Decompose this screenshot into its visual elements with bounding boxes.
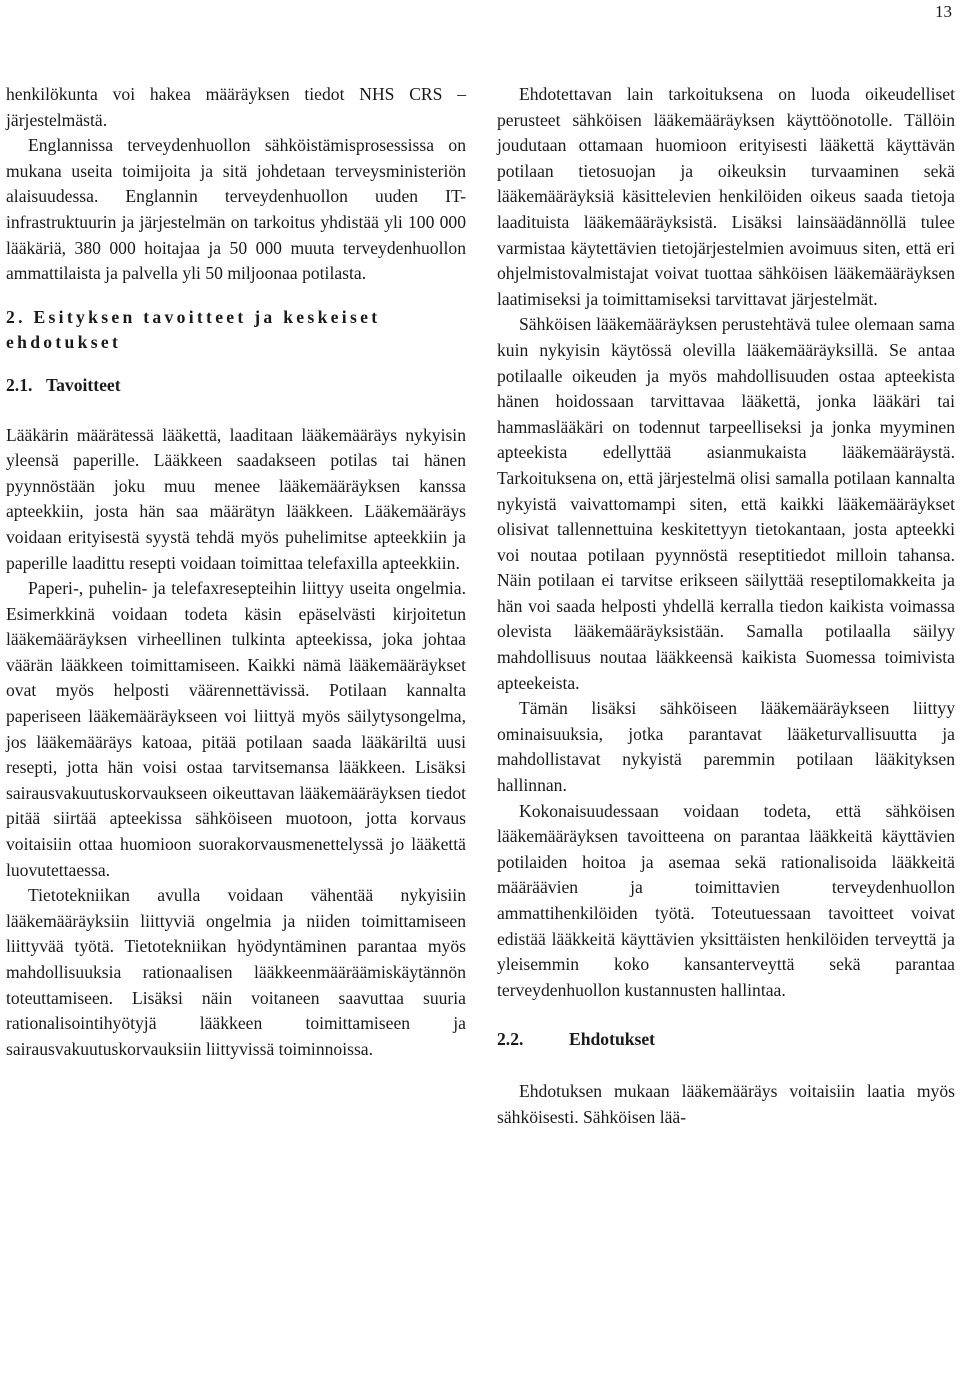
- subsection-title: Tavoitteet: [46, 374, 121, 395]
- subsection-title: Ehdotukset: [569, 1029, 656, 1050]
- paragraph: Ehdotettavan lain tarkoituksena on luoda oikeudelliset perusteet sähköisen lääkemääräyksen käyttöönotolle. Tällöin joudutaan ottamaan huomioon erityisesti lääkettä käyttävän potilaan tietosuojan ja oikeuksin turvaaminen sekä lääkemääräyksiä käsittelevien henkilöiden oikeus saada tietoja laadituista lääkemääräyksistä. Lisäksi lainsäädännöllä tulee varmistaa käytettävien tietojärjestelmien avoimuus siten, että eri ohjelmistovalmistajat voivat tuottaa sähköisen lääkemääräyksen laatimiseksi ja toimittamiseksi tarvittavat järjestelmät.: [497, 84, 955, 309]
- paragraph: Sähköisen lääkemääräyksen perustehtävä tulee olemaan sama kuin nykyisin käytössä olevilla lääkemääräyksillä. Se antaa potilaalle oikeuden ja myös mahdollisuuden ostaa apteekista hänen hoidossaan tarvittavaa lääkettä, jonka lääkäri tai hammaslääkäri on todennut tarpeelliseksi ja jonka myyminen apteekista edellyttää asianmukaista lääkemääräystä. Tarkoituksena on, että järjestelmä olisi samalla potilaan kannalta nykyistä vaivattomampi siten, että kaikki lääkemääräykset olisivat tallennettuina keskitettyyn tietokantaan, josta apteekki voi noutaa potilaan pyynnöstä reseptitiedot milloin tahansa. Näin potilaan ei tarvitse erikseen säilyttää reseptilomakkeita ja hän voi saada helposti yhdellä kerralla tiedon kaikista voimassa olevista lääkemääräyksistään. Samalla potilaalla säilyy mahdollisuus noutaa lääkkeensä kaikista Suomessa toimivista apteekeista.: [497, 314, 955, 693]
- subsection-heading: [497, 1027, 955, 1053]
- paragraph: Englannissa terveydenhuollon sähköistämisprosessissa on mukana useita toimijoita ja sitä johdetaan terveysministeriön alaisuudessa. Englannin terveydenhuollon uuden IT-infrastruktuurin ja järjestelmän on tarkoitus yhdistää yli 100 000 lääkäriä, 380 000 hoitajaa ja 50 000 muuta terveydenhuollon ammattilaista ja palvella yli 50 miljoonaa potilasta.: [6, 135, 466, 284]
- paragraph: henkilökunta voi hakea määräyksen tiedot NHS CRS –järjestelmästä.: [6, 84, 466, 130]
- paragraph: Tietotekniikan avulla voidaan vähentää nykyisiin lääkemääräyksiin liittyviä ongelmia ja niiden toimittamiseen liittyvää työtä. Tietotekniikan hyödyntäminen parantaa myös mahdollisuuksia rationaalisen lääkkeenmääräämiskäytännön toteuttamiseen. Lisäksi näin voitaneen saavuttaa suuria rationalisointihyötyjä lääkkeen toimittamiseen ja sairausvakuutuskorvauksiin liittyvissä toiminnoissa.: [6, 885, 466, 1059]
- paragraph: Paperi-, puhelin- ja telefaxresepteihin liittyy useita ongelmia. Esimerkkinä voidaan todeta käsin epäselvästi kirjoitetun lääkemääräyksen virheellinen tulkinta apteekissa, joka johtaa väärän lääkkeen toimittamiseen. Kaikki nämä lääkemääräykset ovat myös helposti väärennettävissä. Potilaan kannalta paperiseen lääkemääräykseen voi liittyä myös säilytysongelma, jos lääkemääräys katoaa, pitää potilaan saada lääkäriltä uusi resepti, jotta hän voisi ostaa tarvitsemansa lääkkeen. Lisäksi sairausvakuutuskorvaukseen oikeuttavan lääkemääräyksen tiedot pitää siirtää apteekissa sähköiseen muotoon, jotta korvaus voitaisiin ottaa huomioon suorakorvausmenettelyssä jo lääkettä luovutettaessa.: [6, 578, 466, 880]
- subsection-heading: [6, 373, 466, 399]
- subsection-number: 2.1.: [6, 374, 33, 395]
- left-column: [6, 82, 466, 1062]
- right-column: [497, 82, 955, 1130]
- paragraph: Tämän lisäksi sähköiseen lääkemääräykseen liittyy ominaisuuksia, jotka parantavat lääketurvallisuutta ja mahdollistavat nykyistä paremmin potilaan lääkityksen hallinnan.: [497, 698, 955, 796]
- section-heading: 2. Esityksen tavoitteet ja keskeiset ehdotukset: [6, 306, 381, 353]
- paragraph: Kokonaisuudessaan voidaan todeta, että sähköisen lääkemääräyksen tavoitteena on parantaa lääkkeitä käyttävien potilaiden hoitoa ja asemaa sekä rationalisoida lääkkeitä määräävien ja toimittavien terveydenhuollon ammattihenkilöiden työtä. Toteutuessaan tavoitteet voivat edistää lääkkeitä käyttävien yksittäisten henkilöiden terveyttä ja yleisemmin koko kansanterveyttä sekä parantaa terveydenhuollon kustannusten hallintaa.: [497, 800, 955, 1000]
- paragraph: Lääkärin määrätessä lääkettä, laaditaan lääkemääräys nykyisin yleensä paperille. Lääkkeen saadakseen potilas tai hänen pyynnöstään joku muu menee lääkemääräyksen kanssa apteekkiin, josta hän saa määrätyn lääkkeen. Lääkemääräys voidaan erityisestä syystä tehdä myös puhelimitse apteekkiin ja paperille laadittu resepti voidaan toimittaa telefaxilla apteekkiin.: [6, 424, 466, 573]
- paragraph: Ehdotuksen mukaan lääkemääräys voitaisiin laatia myös sähköisesti. Sähköisen lää-: [497, 1080, 955, 1127]
- page-number: 13: [935, 2, 952, 21]
- subsection-number: 2.2.: [497, 1029, 524, 1050]
